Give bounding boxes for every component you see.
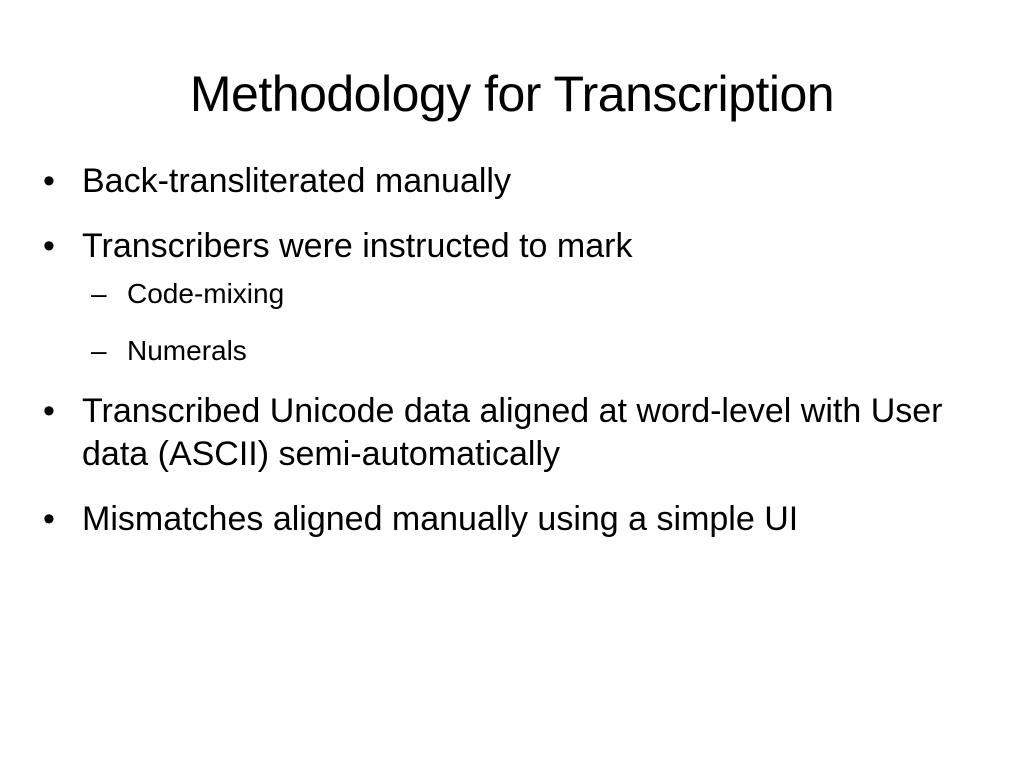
bullet-text: Transcribed Unicode data aligned at word-level with User data (ASCII) semi-automatically xyxy=(82,392,943,473)
sub-bullet-text: Code-mixing xyxy=(127,278,285,309)
bullet-item xyxy=(43,160,973,203)
sub-bullet-marker: – xyxy=(91,335,107,366)
bullet-marker: • xyxy=(43,162,55,200)
bullet-text: Transcribers were instructed to mark xyxy=(82,227,633,265)
sub-bullet-item xyxy=(43,276,973,312)
slide-body xyxy=(43,160,973,563)
sub-bullet-list xyxy=(43,276,973,369)
bullet-item xyxy=(43,225,973,268)
bullet-text: Mismatches aligned manually using a simple UI xyxy=(82,500,799,538)
bullet-item xyxy=(43,390,973,476)
slide-title: Methodology for Transcription xyxy=(189,66,835,122)
bullet-marker: • xyxy=(43,500,55,538)
bullet-item xyxy=(43,498,973,541)
sub-bullet-marker: – xyxy=(91,278,107,309)
bullet-text: Back-transliterated manually xyxy=(82,162,511,200)
sub-bullet-text: Numerals xyxy=(127,335,247,366)
bullet-marker: • xyxy=(43,227,55,265)
bullet-marker: • xyxy=(43,392,55,430)
sub-bullet-item xyxy=(43,333,973,369)
